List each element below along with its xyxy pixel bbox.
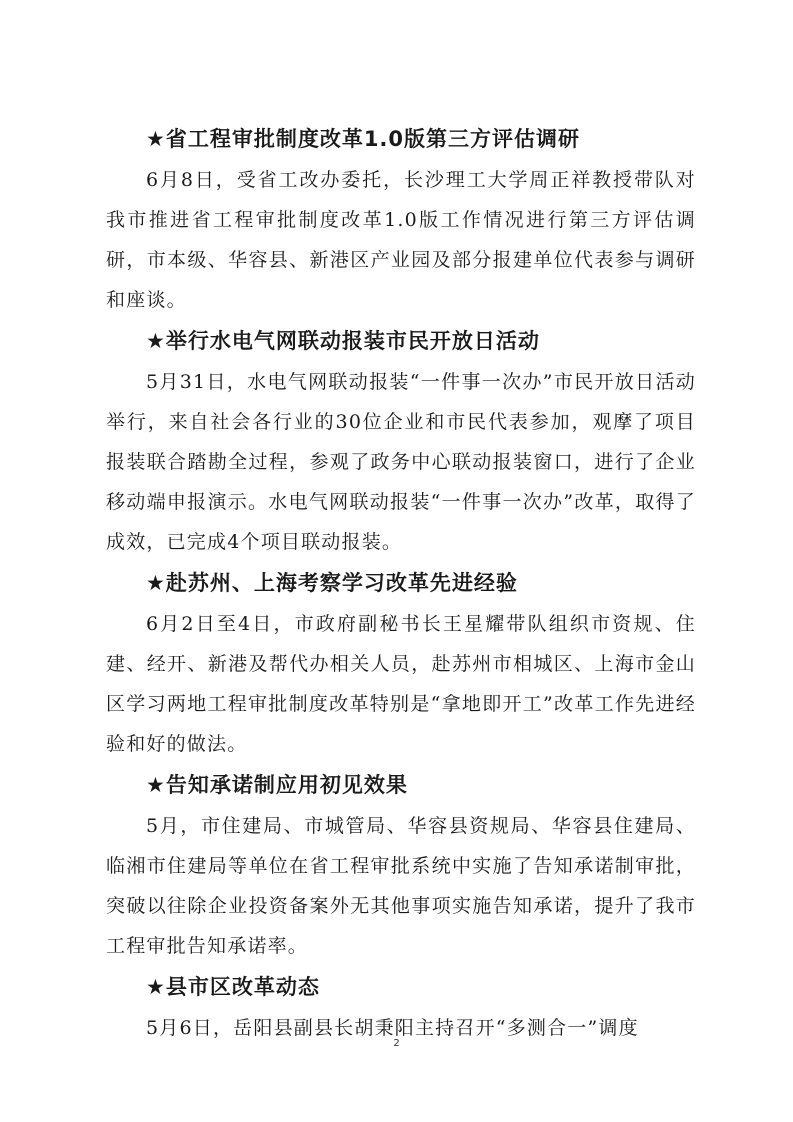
section-body: 6月8日，受省工改办委托，长沙理工大学周正祥教授带队对我市推进省工程审批制度改革1.0版工作情况进行第三方评估调研，市本级、华容县、新港区产业园及部分报建单位代表参与调研和座谈。: [106, 169, 696, 311]
section-open-day-event: [106, 320, 696, 562]
section-heading: ★举行水电气网联动报装市民开放日活动: [146, 329, 540, 353]
section-county-updates: [106, 966, 696, 1048]
section-body: 6月2日至4日，市政府副秘书长王星耀带队组织市资规、住建、经开、新港及帮代办相关人员，赴苏州市相城区、上海市金山区学习两地工程审批制度改革特别是“拿地即开工”改革工作先进经验和好的做法。: [106, 613, 696, 755]
section-heading: ★赴苏州、上海考察学习改革先进经验: [146, 571, 518, 595]
section-heading: ★县市区改革动态: [146, 975, 320, 999]
document-content: [106, 118, 696, 1048]
section-study-trip: [106, 562, 696, 764]
section-heading: ★省工程审批制度改革1.0版第三方评估调研: [146, 127, 581, 151]
section-body: 5月，市住建局、市城管局、华容县资规局、华容县住建局、临湘市住建局等单位在省工程审批系统中实施了告知承诺制审批，突破以往除企业投资备案外无其他事项实施告知承诺，提升了我市工程审批告知承诺率。: [106, 815, 696, 957]
section-commitment-system: [106, 764, 696, 966]
section-body: 5月6日，岳阳县副县长胡秉阳主持召开“多测合一”调度: [146, 1017, 639, 1039]
section-third-party-evaluation: [106, 118, 696, 320]
page-number: 2: [393, 1038, 400, 1049]
section-heading: ★告知承诺制应用初见效果: [146, 773, 408, 797]
section-body: 5月31日，水电气网联动报装“一件事一次办”市民开放日活动举行，来自社会各行业的30位企业和市民代表参加，观摩了项目报装联合踏勘全过程，参观了政务中心联动报装窗口，进行了企业移动端申报演示。水电气网联动报装“一件事一次办”改革，取得了成效，已完成4个项目联动报装。: [106, 371, 696, 553]
